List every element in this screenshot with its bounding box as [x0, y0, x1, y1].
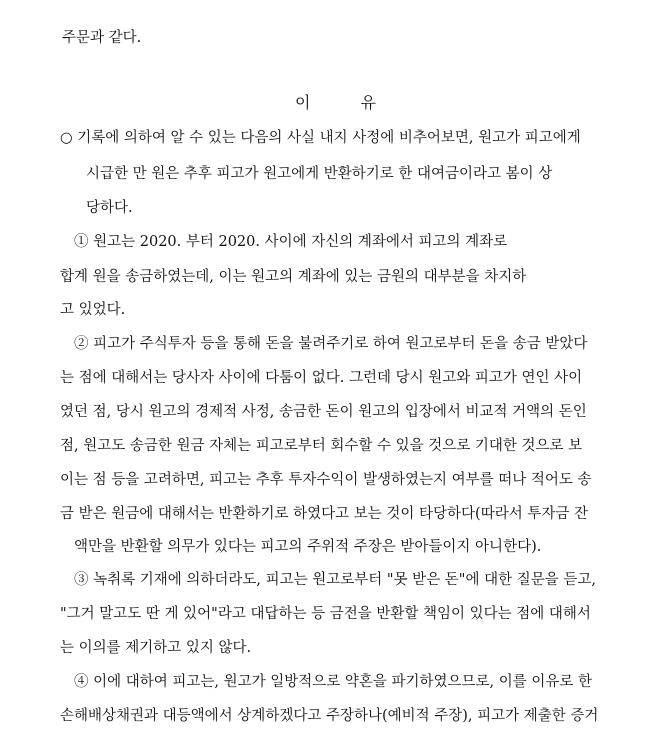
- intro-line: 주문과 같다.: [62, 30, 142, 46]
- body-line: ② 피고가 주식투자 등을 통해 돈을 불려주기로 하여 원고로부터 돈을 송금 받았다: [74, 336, 588, 352]
- body-line: 는 이의를 제기하고 있지 않다.: [60, 640, 252, 656]
- title-left-char: 이: [295, 93, 311, 112]
- body-line: 였던 점, 당시 원고의 경제적 사정, 송금한 돈이 원고의 입장에서 비교적 거액의 돈인: [60, 404, 587, 420]
- body-line: 손해배상채권과 대등액에서 상계하겠다고 주장하나(예비적 주장), 피고가 제출한 증거: [60, 708, 599, 724]
- body-line: 이는 점 등을 고려하면, 피고는 추후 투자수익이 발생하였는지 여부를 떠나 적어도 송: [60, 472, 592, 488]
- body-line: 점, 원고도 송금한 원금 자체는 피고로부터 회수할 수 있을 것으로 기대한 것으로 보: [60, 438, 583, 454]
- body-line: ① 원고는 2020. 부터 2020. 사이에 자신의 계좌에서 피고의 계좌로: [74, 234, 508, 250]
- title-right-char: 유: [360, 93, 376, 112]
- body-line: 시급한 만 원은 추후 피고가 원고에게 반환하기로 한 대여금이라고 봄이 상: [86, 166, 553, 182]
- body-line: "그거 말고도 딴 게 있어"라고 대답하는 등 금전을 반환할 책임이 있다는 점에 대해서: [60, 606, 591, 622]
- body-line: ○ 기록에 의하여 알 수 있는 다음의 사실 내지 사정에 비추어보면, 원고가 피고에게: [60, 130, 581, 146]
- section-title: [0, 92, 671, 114]
- body-line: 고 있었다.: [60, 302, 126, 318]
- body-line: 금 받은 원금에 대해서는 반환하기로 하였다고 보는 것이 타당하다(따라서 투자금 잔: [60, 506, 588, 522]
- body-line: 당하다.: [86, 200, 133, 216]
- body-line: ④ 이에 대하여 피고는, 원고가 일방적으로 약혼을 파기하였으므로, 이를 이유로 한: [74, 674, 593, 690]
- body-line: 는 점에 대해서는 당사자 사이에 다툼이 없다. 그런데 당시 원고와 피고가 연인 사이: [60, 370, 583, 386]
- body-line: ③ 녹취록 기재에 의하더라도, 피고는 원고로부터 "못 받은 돈"에 대한 질문을 듣고,: [74, 572, 596, 588]
- body-line: 액만을 반환할 의무가 있다는 피고의 주위적 주장은 받아들이지 아니한다).: [74, 539, 542, 555]
- body-line: 합계 원을 송금하였는데, 이는 원고의 계좌에 있는 금원의 대부분을 차지하: [60, 269, 527, 285]
